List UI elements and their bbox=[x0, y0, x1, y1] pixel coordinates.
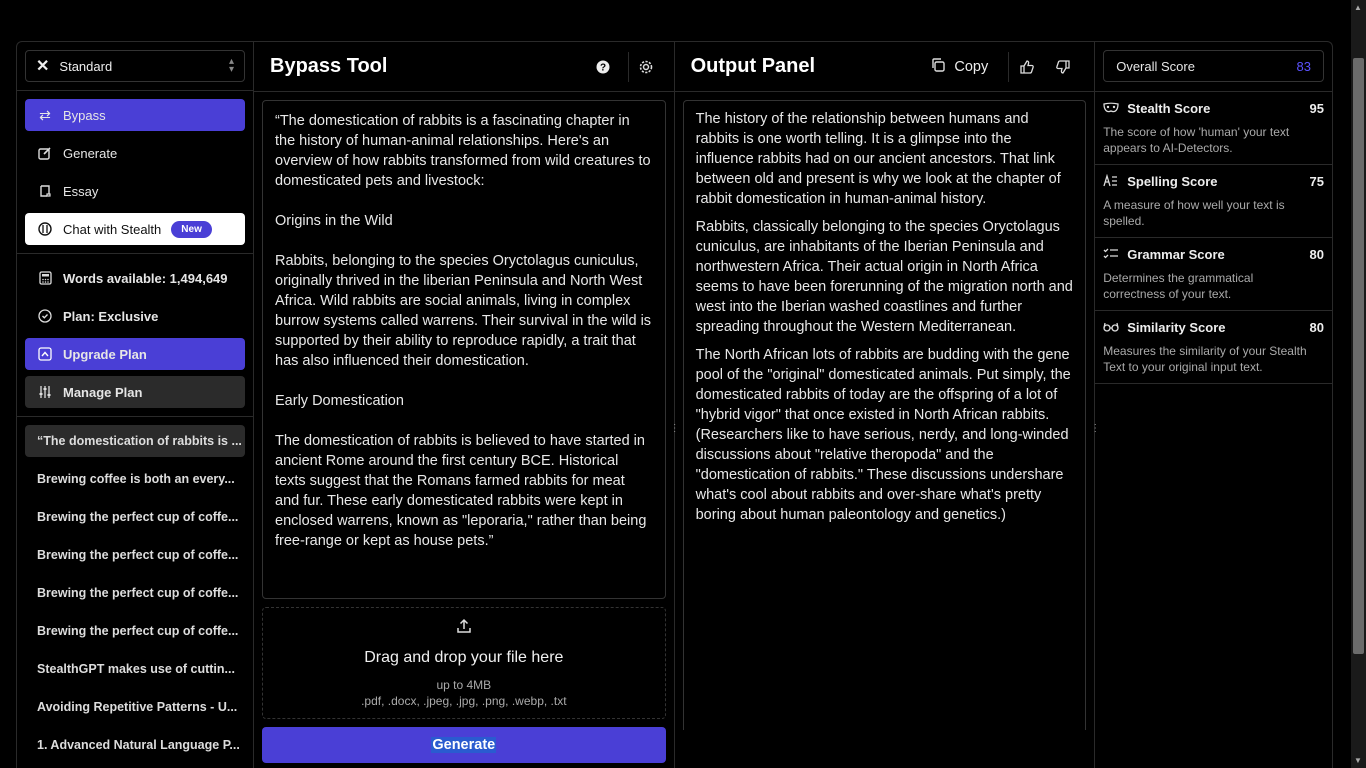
scroll-thumb[interactable] bbox=[1353, 58, 1364, 654]
thumbs-up-icon[interactable] bbox=[1008, 52, 1038, 82]
dropzone-limit: up to 4MB bbox=[436, 677, 492, 692]
generate-label: Generate bbox=[432, 737, 496, 753]
mode-select-value: Standard bbox=[59, 58, 113, 74]
account-section bbox=[17, 254, 253, 417]
calculator-icon bbox=[37, 270, 53, 286]
spelling-score-desc: A measure of how well your text is spelled. bbox=[1103, 198, 1285, 228]
output-header-actions bbox=[930, 52, 1078, 82]
output-paragraph: The North African lots of rabbits are budding with the gene pool of the "original" domesticated animals. Put simply, the domesticated rabbits of today are the offspring of a lot of "hybrid vigor" that once existed in North African rabbits. (Researchers like to have serious, nerdy, and long-winded discussions about "relative theropoda" and the "domestication of rabbits." These discussions undershare what's cool about rabbits and over-share what's pretty boring about human paleontology and genetics.) bbox=[695, 347, 1071, 523]
input-textarea[interactable]: “The domestication of rabbits is a fascinating chapter in the history of human-animal relationships. Here's an overview of how rabbits transformed from wild creatures to domesticated pets and livestock: Origins in the Wild Rabbits, belonging to the species Oryctolagus cuniculus, originally thrived in the liberian Peninsula and North West Africa. Wild rabbits are social animals, living in complex burrow systems called warrens. Their survival in the wild is supported by their ability to reproduce rapidly, a trait that has also influenced their domestication. Early Domestication The domestication of rabbits is believed to have started in ancient Rome around the first century BCE. Historical texts suggest that the Romans farmed rabbits for meat and fur. These early domesticated rabbits were kept in enclosed warrens, known as "leporaria," rather than being free-range or kept as house pets.” bbox=[262, 100, 666, 599]
upgrade-icon bbox=[37, 346, 53, 362]
sidebar-header bbox=[17, 42, 253, 91]
input-header-actions bbox=[588, 52, 658, 82]
new-badge: New bbox=[171, 221, 212, 238]
grammar-score bbox=[1095, 238, 1332, 311]
thumbs-down-icon[interactable] bbox=[1048, 52, 1078, 82]
stealth-score-desc: The score of how 'human' your text appears to AI-Detectors. bbox=[1103, 125, 1290, 155]
similarity-score-value: 80 bbox=[1309, 319, 1324, 335]
upgrade-plan-button[interactable] bbox=[25, 338, 245, 370]
resize-handle-right[interactable]: ⋮ bbox=[1090, 423, 1101, 434]
history-item[interactable]: Brewing the perfect cup of coffe... bbox=[37, 548, 239, 562]
sidebar-nav bbox=[17, 91, 253, 254]
svg-text:?: ? bbox=[599, 62, 606, 73]
logo-x-icon: ✕ bbox=[36, 58, 50, 75]
panel-title: Bypass Tool bbox=[270, 55, 388, 77]
output-panel-header bbox=[675, 42, 1095, 92]
spell-check-icon bbox=[1103, 173, 1119, 189]
scroll-down-icon[interactable]: ▼ bbox=[1354, 756, 1362, 765]
similarity-score bbox=[1095, 311, 1332, 384]
generate-button[interactable] bbox=[262, 727, 666, 763]
sliders-icon bbox=[37, 384, 53, 400]
check-circle-icon bbox=[37, 308, 53, 324]
spelling-score bbox=[1095, 165, 1332, 238]
history-item[interactable]: Brewing the perfect cup of coffe... bbox=[37, 586, 239, 600]
output-title: Output Panel bbox=[690, 55, 816, 77]
history-item[interactable]: 1. Advanced Natural Language P... bbox=[37, 738, 240, 752]
nav-generate-label: Generate bbox=[63, 145, 118, 161]
nav-generate[interactable] bbox=[25, 137, 245, 169]
output-panel bbox=[675, 42, 1101, 768]
stealth-score-label: Stealth Score bbox=[1127, 100, 1211, 116]
similarity-score-label: Similarity Score bbox=[1127, 319, 1226, 335]
manage-plan-label: Manage Plan bbox=[63, 384, 143, 400]
gear-icon[interactable] bbox=[628, 52, 658, 82]
similarity-score-desc: Measures the similarity of your Stealth Text to your original input text. bbox=[1103, 344, 1307, 374]
mode-select[interactable] bbox=[25, 50, 245, 82]
sidebar bbox=[17, 42, 254, 768]
overall-score-value: 83 bbox=[1296, 58, 1311, 74]
upgrade-plan-label: Upgrade Plan bbox=[63, 346, 147, 362]
stealth-score-value: 95 bbox=[1309, 100, 1324, 116]
words-available-label: Words available: 1,494,649 bbox=[63, 270, 228, 286]
words-available bbox=[25, 262, 245, 294]
history-item[interactable]: Brewing coffee is both an every... bbox=[37, 472, 235, 486]
output-paragraph: Rabbits, classically belonging to the species Oryctolagus cuniculus, are inhabitants of the Iberian Peninsula and northwestern Africa. Their actual origin in North Africa seems to have been forerunning of the migration north and west into the Iberian washed coastlines and further spreading throughout the Western Mediterranean. bbox=[695, 219, 1073, 335]
file-dropzone[interactable] bbox=[262, 607, 666, 719]
chevron-updown-icon: ▴ ▾ bbox=[228, 56, 234, 75]
manage-plan-button[interactable] bbox=[25, 376, 245, 408]
grammar-score-desc: Determines the grammatical correctness of your text. bbox=[1103, 271, 1254, 301]
dropzone-title: Drag and drop your file here bbox=[364, 648, 564, 666]
output-text[interactable] bbox=[683, 100, 1087, 730]
app-window bbox=[16, 41, 1333, 768]
nav-bypass-label: Bypass bbox=[63, 107, 106, 123]
scroll-icon bbox=[37, 183, 53, 199]
swap-arrows-icon: ⇄ bbox=[39, 106, 51, 123]
dropzone-info bbox=[361, 677, 566, 709]
copy-button[interactable] bbox=[930, 57, 988, 77]
nav-essay-label: Essay bbox=[63, 183, 99, 199]
chat-logo-icon bbox=[37, 221, 53, 237]
history-item[interactable]: Avoiding Repetitive Patterns - U... bbox=[37, 700, 238, 714]
copy-label: Copy bbox=[954, 58, 989, 75]
nav-essay[interactable] bbox=[25, 175, 245, 207]
plan-status bbox=[25, 300, 245, 332]
grammar-score-label: Grammar Score bbox=[1127, 246, 1225, 262]
stealth-score bbox=[1095, 92, 1332, 165]
dropzone-types: .pdf, .docx, .jpeg, .jpg, .png, .webp, .txt bbox=[361, 693, 567, 708]
output-paragraph: The history of the relationship between humans and rabbits is one worth telling. It is a glimpse into the influence rabbits had on our ancient ancestors. That link between old and present is why we look at the chapter of rabbit domestication in human-animal history. bbox=[695, 111, 1061, 207]
history-item[interactable]: StealthGPT makes use of cuttin... bbox=[37, 662, 235, 676]
help-icon[interactable] bbox=[588, 52, 618, 82]
spelling-score-label: Spelling Score bbox=[1127, 173, 1218, 189]
checklist-icon bbox=[1103, 246, 1119, 262]
scores-panel bbox=[1095, 42, 1332, 768]
nav-chat-label: Chat with Stealth bbox=[63, 221, 162, 237]
page-scrollbar[interactable] bbox=[1351, 0, 1366, 768]
history-item[interactable]: Brewing the perfect cup of coffe... bbox=[37, 510, 239, 524]
overall-score-label: Overall Score bbox=[1116, 58, 1195, 74]
nav-bypass[interactable] bbox=[25, 99, 245, 131]
scroll-up-icon[interactable]: ▲ bbox=[1354, 3, 1362, 12]
resize-handle-left[interactable]: ⋮ bbox=[669, 423, 680, 434]
overall-score-wrap bbox=[1095, 42, 1332, 92]
spelling-score-value: 75 bbox=[1309, 173, 1324, 189]
mask-icon bbox=[1103, 100, 1119, 116]
glasses-icon bbox=[1103, 319, 1119, 335]
upload-icon bbox=[456, 618, 472, 639]
grammar-score-value: 80 bbox=[1309, 246, 1324, 262]
input-panel-header bbox=[254, 42, 674, 92]
pencil-square-icon bbox=[37, 145, 53, 161]
copy-icon bbox=[930, 57, 946, 77]
history-list bbox=[17, 417, 253, 768]
input-panel bbox=[254, 42, 680, 768]
plan-status-label: Plan: Exclusive bbox=[63, 308, 159, 324]
overall-score bbox=[1103, 50, 1324, 82]
history-item[interactable]: Brewing the perfect cup of coffe... bbox=[37, 624, 239, 638]
history-item[interactable]: “The domestication of rabbits is ... bbox=[25, 425, 245, 457]
nav-chat-with-stealth[interactable] bbox=[25, 213, 245, 245]
